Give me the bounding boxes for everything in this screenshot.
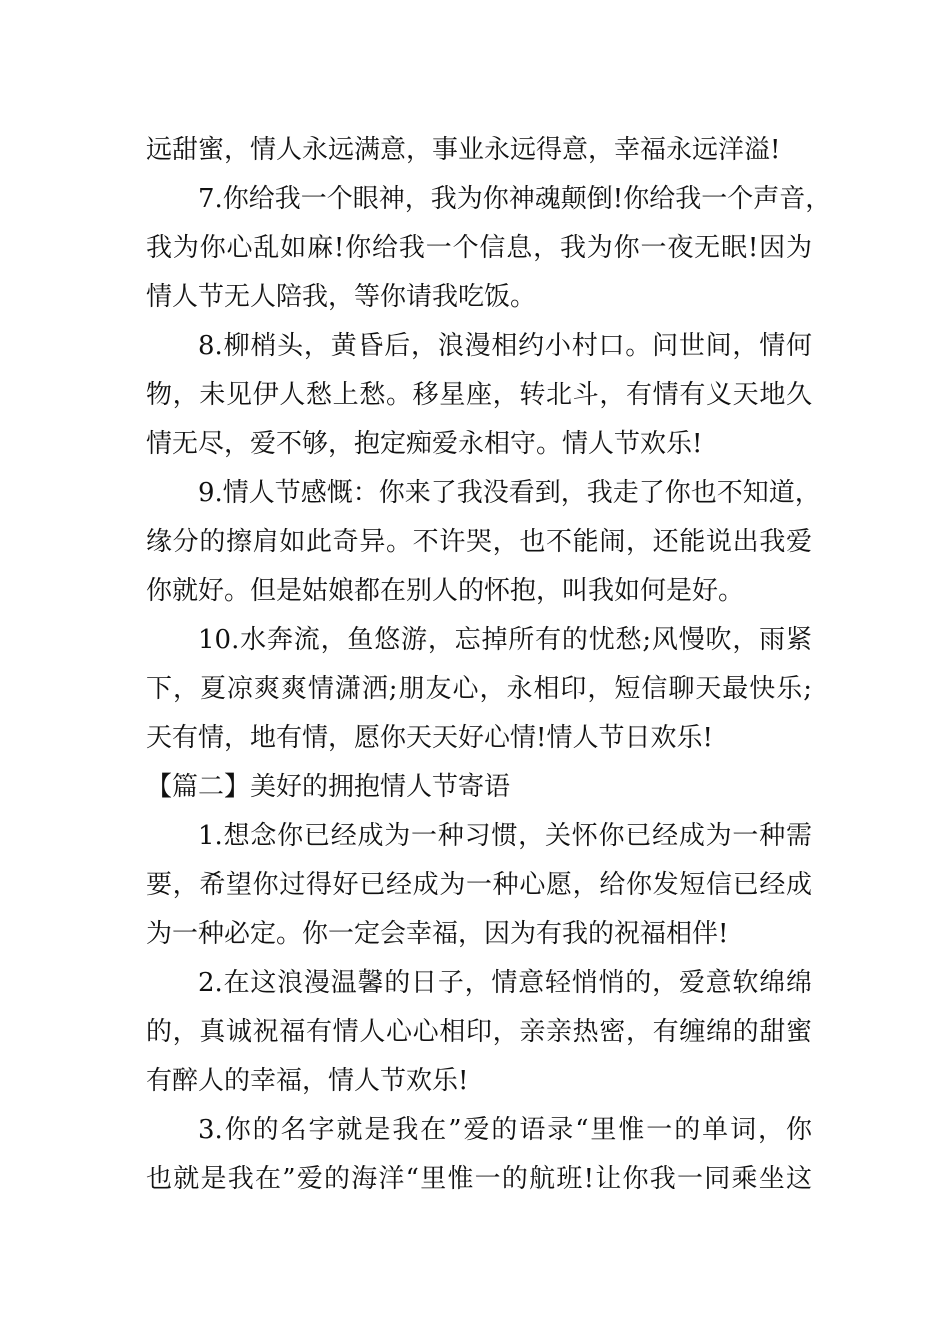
document-body bbox=[146, 126, 832, 1204]
section-heading: 【篇二】美好的拥抱情人节寄语 bbox=[146, 772, 511, 802]
text-line: 有醉人的幸福，情人节欢乐! bbox=[146, 1066, 469, 1096]
text-line: 天有情，地有情，愿你天天好心情!情人节日欢乐! bbox=[146, 723, 713, 753]
text-line: 远甜蜜，情人永远满意，事业永远得意，幸福永远洋溢! bbox=[146, 135, 781, 165]
text-line: 为一种必定。你一定会幸福，因为有我的祝福相伴! bbox=[146, 919, 729, 949]
text-line: 10.水奔流，鱼悠游，忘掉所有的忧愁;风慢吹，雨紧 bbox=[198, 625, 812, 655]
text-line: 情无尽，爱不够，抱定痴爱永相守。情人节欢乐! bbox=[146, 429, 703, 459]
text-line: 的，真诚祝福有情人心心相印，亲亲热密，有缠绵的甜蜜 bbox=[146, 1017, 812, 1047]
text-line: 7.你给我一个眼神，我为你神魂颠倒!你给我一个声音， bbox=[198, 184, 832, 214]
text-line: 我为你心乱如麻!你给我一个信息，我为你一夜无眠!因为 bbox=[146, 233, 812, 263]
text-line: 你就好。但是姑娘都在别人的怀抱，叫我如何是好。 bbox=[146, 576, 745, 606]
text-line: 要，希望你过得好已经成为一种心愿，给你发短信已经成 bbox=[146, 870, 812, 900]
text-line: 下，夏凉爽爽情潇洒;朋友心，永相印，短信聊天最快乐; bbox=[146, 674, 812, 704]
text-line: 也就是我在”爱的海洋“里惟一的航班!让你我一同乘坐这 bbox=[146, 1164, 812, 1194]
text-line: 缘分的擦肩如此奇异。不许哭，也不能闹，还能说出我爱 bbox=[146, 527, 812, 557]
text-line: 8.柳梢头，黄昏后，浪漫相约小村口。问世间，情何 bbox=[198, 331, 812, 361]
text-line: 3.你的名字就是我在”爱的语录“里惟一的单词，你 bbox=[198, 1115, 812, 1145]
text-line: 情人节无人陪我，等你请我吃饭。 bbox=[146, 282, 537, 312]
text-line: 物，未见伊人愁上愁。移星座，转北斗，有情有义天地久 bbox=[146, 380, 812, 410]
text-line: 9.情人节感慨：你来了我没看到，我走了你也不知道， bbox=[198, 478, 821, 508]
text-line: 1.想念你已经成为一种习惯，关怀你已经成为一种需 bbox=[198, 821, 812, 851]
text-line: 2.在这浪漫温馨的日子，情意轻悄悄的，爱意软绵绵 bbox=[198, 968, 812, 998]
